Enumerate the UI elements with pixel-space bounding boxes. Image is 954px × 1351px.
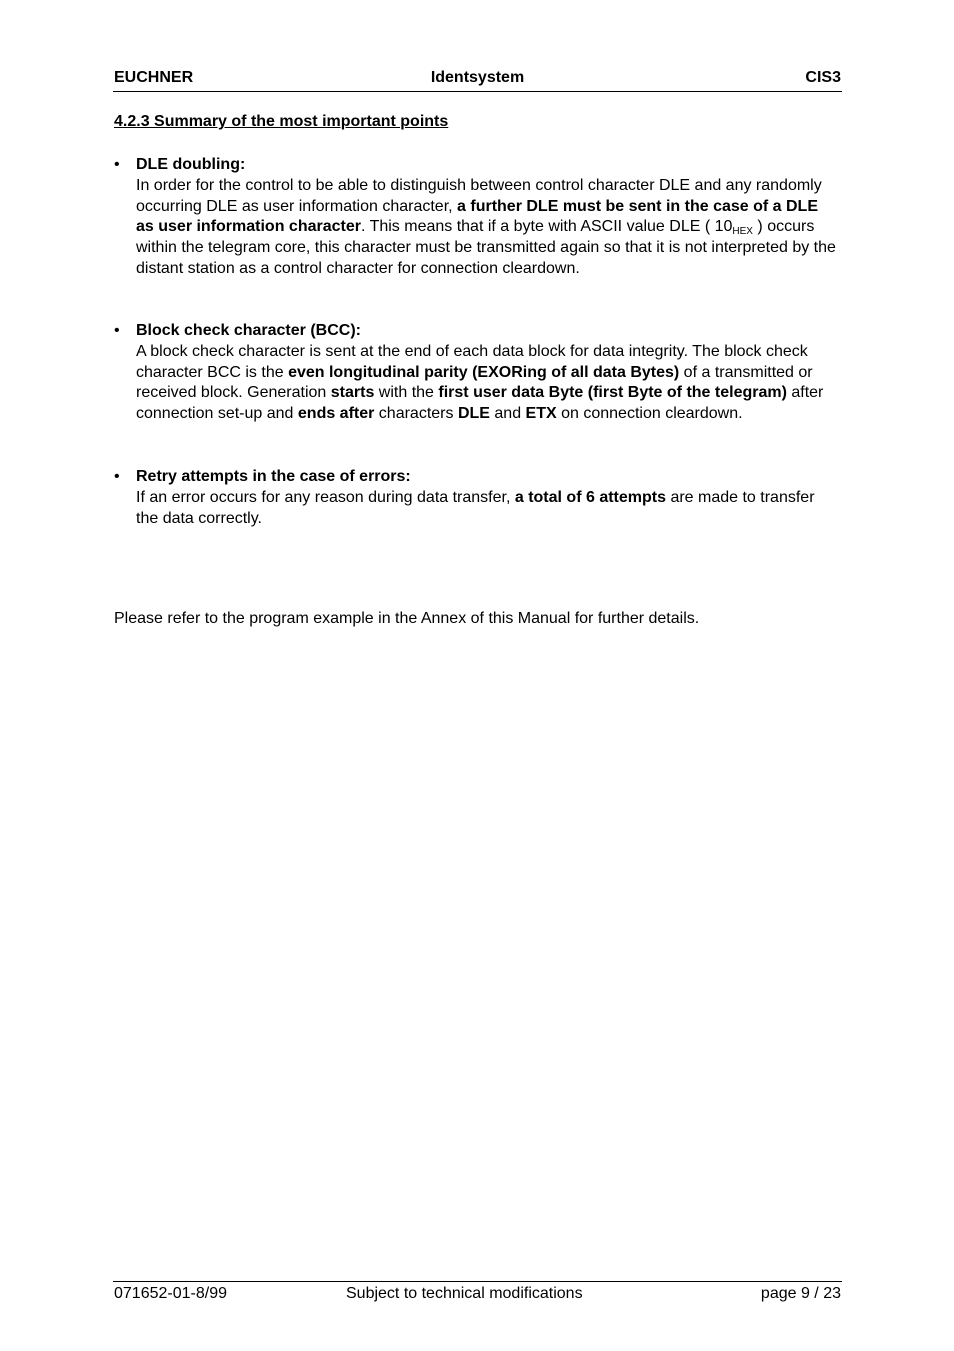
body-text: . This means that if a byte with ASCII value DLE ( 10: [360, 218, 733, 236]
body-text: are made to transfer the data correctly.: [136, 488, 815, 527]
body-text: on connection cleardown.: [556, 405, 743, 423]
header-product: CIS3: [805, 69, 841, 86]
footer-document-number: 071652-01-8/99: [114, 1285, 227, 1302]
bullet-icon: •: [114, 156, 120, 173]
section-title: 4.2.3 Summary of the most important points: [114, 113, 449, 130]
page-header: [113, 69, 842, 92]
bullet-title: Retry attempts in the case of errors:: [136, 468, 411, 485]
body-text: ) occurs within the telegram core, this character must be transmitted again so that it is not interpreted by the distant station as a control character for connection cleardown.: [136, 218, 836, 277]
bullet-icon: •: [114, 468, 120, 485]
body-bold: first user data Byte (first Byte of the telegram): [438, 384, 787, 402]
bullet-body: [136, 176, 836, 280]
header-title: Identsystem: [430, 69, 525, 86]
body-bold: DLE: [457, 405, 490, 423]
closing-text: Please refer to the program example in the Annex of this Manual for further details.: [114, 610, 700, 627]
body-text: of a transmitted or received block. Generation: [136, 363, 813, 402]
header-company: EUCHNER: [114, 69, 194, 86]
body-bold: even longitudinal parity (EXORing of all data Bytes): [288, 363, 680, 381]
body-bold: ends after: [297, 405, 375, 423]
body-bold: a total of 6 attempts: [514, 488, 666, 506]
body-text: characters: [374, 405, 458, 423]
bullet-icon: •: [114, 322, 120, 339]
body-text: A block check character is sent at the end of each data block for data integrity. The block check character BCC is the: [136, 342, 808, 381]
body-text: In order for the control to be able to distinguish between control character DLE and any randomly occurring DLE as user information character,: [136, 176, 822, 215]
hex-subscript: HEX: [732, 226, 753, 238]
footer-notice: Subject to technical modifications: [346, 1285, 583, 1302]
body-text: after connection set-up and: [136, 384, 824, 423]
body-bold: starts: [330, 384, 375, 402]
bullet-block-check: [114, 321, 836, 425]
bullet-dle-doubling: [114, 155, 836, 280]
bullet-retry-attempts: [114, 467, 836, 529]
footer-page-number: page 9 / 23: [760, 1285, 841, 1302]
body-bold: ETX: [525, 405, 557, 423]
bullet-body: [136, 488, 836, 530]
bullet-title: Block check character (BCC):: [136, 322, 361, 339]
body-text: with the: [374, 384, 439, 402]
body-text: If an error occurs for any reason during data transfer,: [136, 488, 515, 506]
page-footer: [113, 1281, 842, 1306]
bullet-body: [136, 342, 836, 425]
body-text: and: [489, 405, 526, 423]
bullet-title: DLE doubling:: [136, 156, 246, 173]
body-bold: a further DLE must be sent in the case of a DLE as user information character: [136, 197, 818, 236]
